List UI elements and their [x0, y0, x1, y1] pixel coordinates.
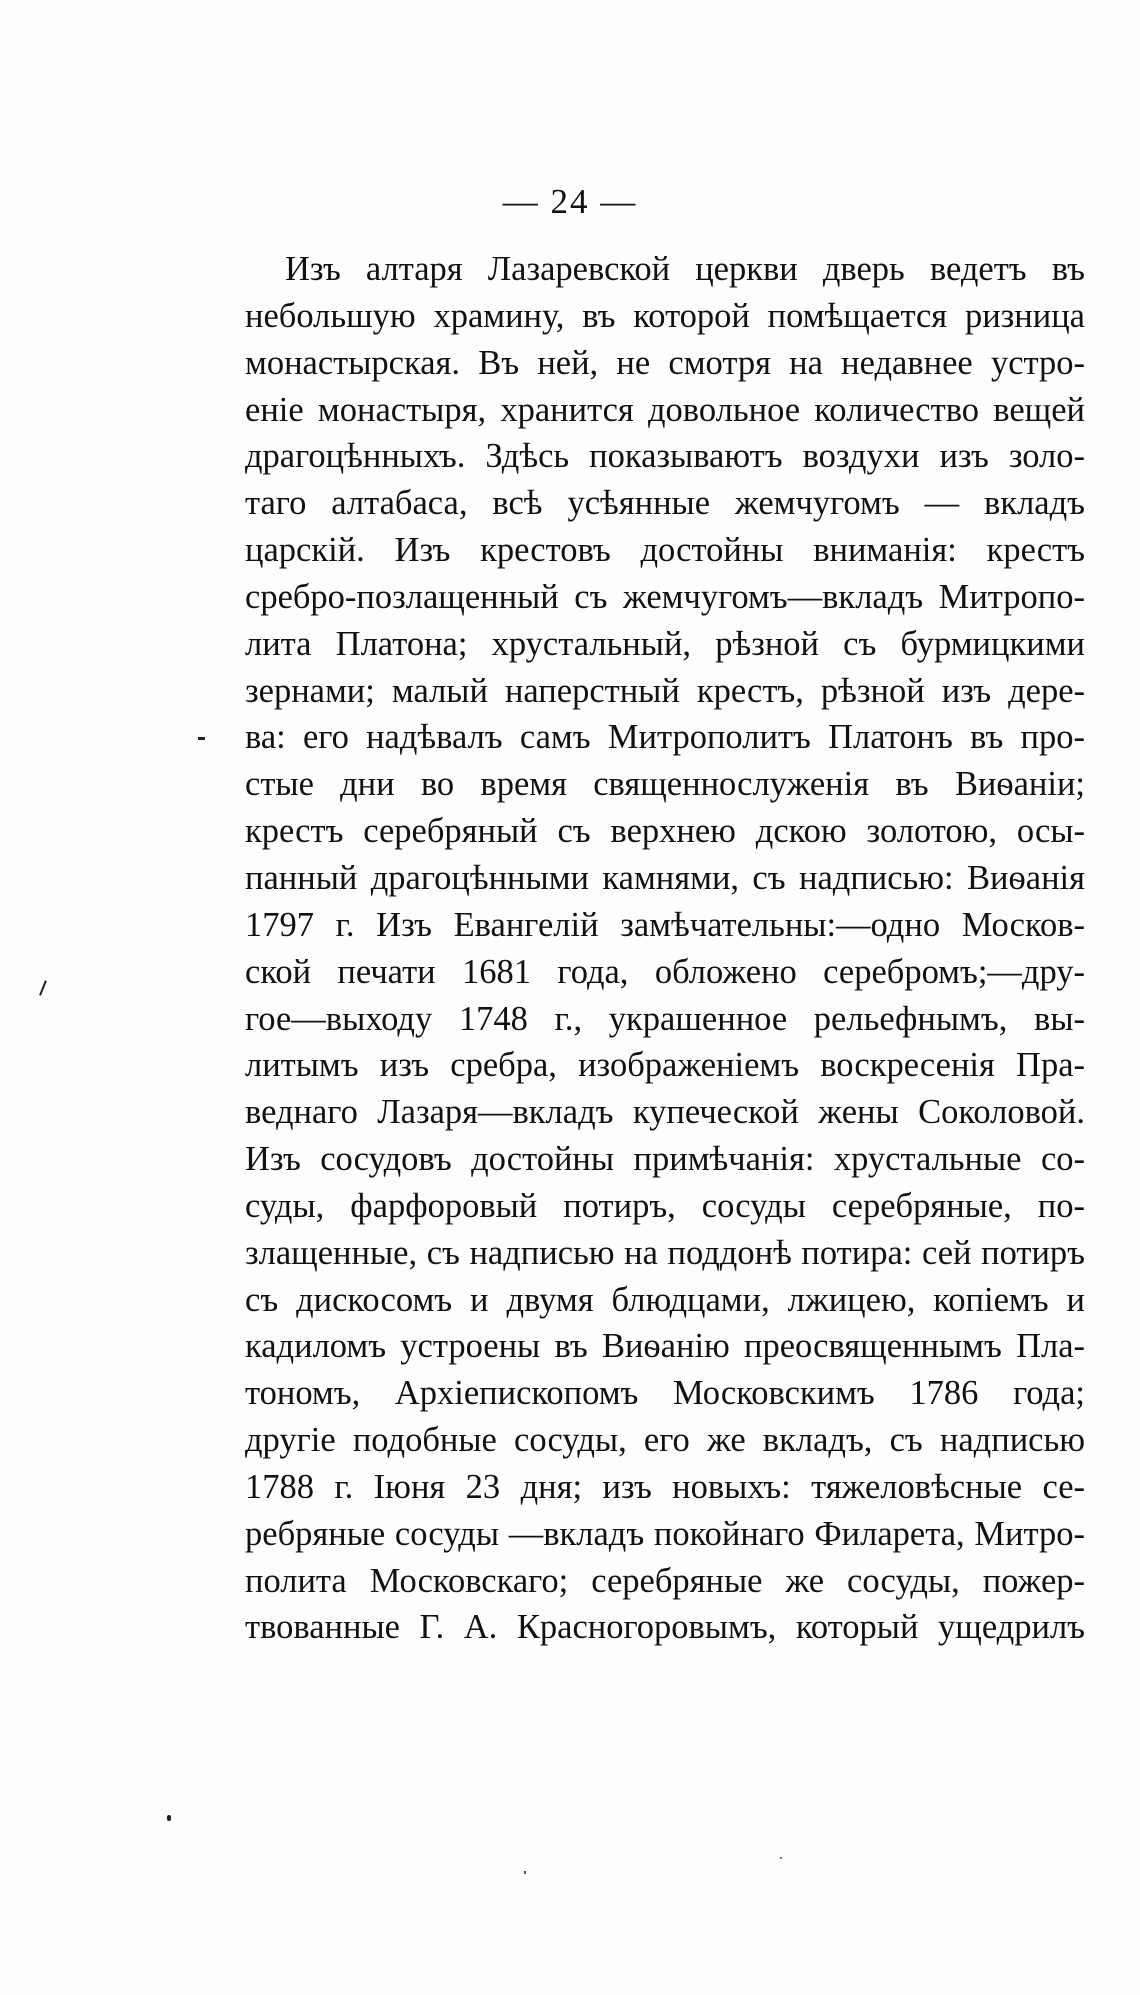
text-line: съ дискосомъ и двумя блюдцами, лжицею, копіемъ и	[245, 1280, 1085, 1319]
text-line: веднаго Лазаря—вкладъ купеческой жены Соколовой.	[245, 1093, 1085, 1132]
text-line: монастырская. Въ ней, не смотря на недавнее устро-	[245, 343, 1085, 382]
text-line: суды, фарфоровый потиръ, сосуды серебряные, по-	[245, 1186, 1085, 1225]
text-line: 1788 г. Іюня 23 дня; изъ новыхъ: тяжеловѣсные се-	[245, 1467, 1085, 1506]
text-line: Изъ сосудовъ достойны примѣчанія: хрустальные со-	[245, 1140, 1085, 1179]
text-line: царскій. Изъ крестовъ достойны вниманія: крестъ	[245, 531, 1085, 570]
text-line: таго алтабаса, всѣ усѣянные жемчугомъ — вкладъ	[245, 484, 1085, 523]
text-line: Изъ алтаря Лазаревской церкви дверь ведетъ въ	[285, 250, 1085, 288]
text-line: тономъ, Архіепископомъ Московскимъ 1786 года;	[245, 1374, 1085, 1413]
text-line: литымъ изъ сребра, изображеніемъ воскресенія Пра-	[245, 1046, 1085, 1085]
text-line: еніе монастыря, хранится довольное количество вещей	[245, 390, 1085, 429]
text-line: лита Платона; хрустальный, рѣзной съ бурмицкими	[245, 624, 1085, 663]
text-line: зернами; малый наперстный крестъ, рѣзной изъ дере-	[245, 671, 1085, 710]
text-line: небольшую храмину, въ которой помѣщается ризница	[245, 296, 1085, 335]
text-line: злащенные, съ надписью на поддонѣ потира: сей потиръ	[245, 1233, 1085, 1272]
margin-dash-mark	[198, 737, 205, 740]
body-text	[245, 246, 1085, 1651]
text-line: панный драгоцѣнными камнями, съ надписью: Виѳанія	[245, 858, 1085, 897]
text-line: ва: его надѣвалъ самъ Митрополитъ Платонъ въ про-	[245, 718, 1085, 757]
page-number: — 24 —	[502, 182, 638, 221]
text-line: другіе подобные сосуды, его же вкладъ, съ надписью	[245, 1421, 1085, 1460]
text-line: полита Московскаго; серебряные же сосуды, пожер-	[245, 1561, 1085, 1600]
text-line: гое—выходу 1748 г., украшенное рельефнымъ, вы-	[245, 999, 1085, 1038]
text-line: твованные Г. А. Красногоровымъ, который ущедрилъ	[245, 1608, 1085, 1647]
margin-slash-mark	[39, 980, 47, 996]
margin-dot-mark	[167, 1815, 171, 1821]
text-line: крестъ серебряный съ верхнею дскою золотою, осы-	[245, 812, 1085, 851]
text-line: 1797 г. Изъ Евангелій замѣчательны:—одно Москов-	[245, 905, 1085, 944]
text-line: ребряные сосуды —вкладъ покойнаго Филарета, Митро-	[245, 1514, 1085, 1553]
text-line: кадиломъ устроены въ Виѳанію преосвященнымъ Пла-	[245, 1327, 1085, 1366]
scan-speck	[780, 1857, 782, 1859]
scan-speck	[524, 1871, 526, 1874]
text-line: драгоцѣнныхъ. Здѣсь показываютъ воздухи изъ золо-	[245, 437, 1085, 476]
text-line: сребро-позлащенный съ жемчугомъ—вкладъ Митропо-	[245, 577, 1085, 616]
text-line: стые дни во время священнослуженія въ Виѳаніи;	[245, 765, 1085, 804]
text-line: ской печати 1681 года, обложено серебромъ;—дру-	[245, 952, 1085, 991]
